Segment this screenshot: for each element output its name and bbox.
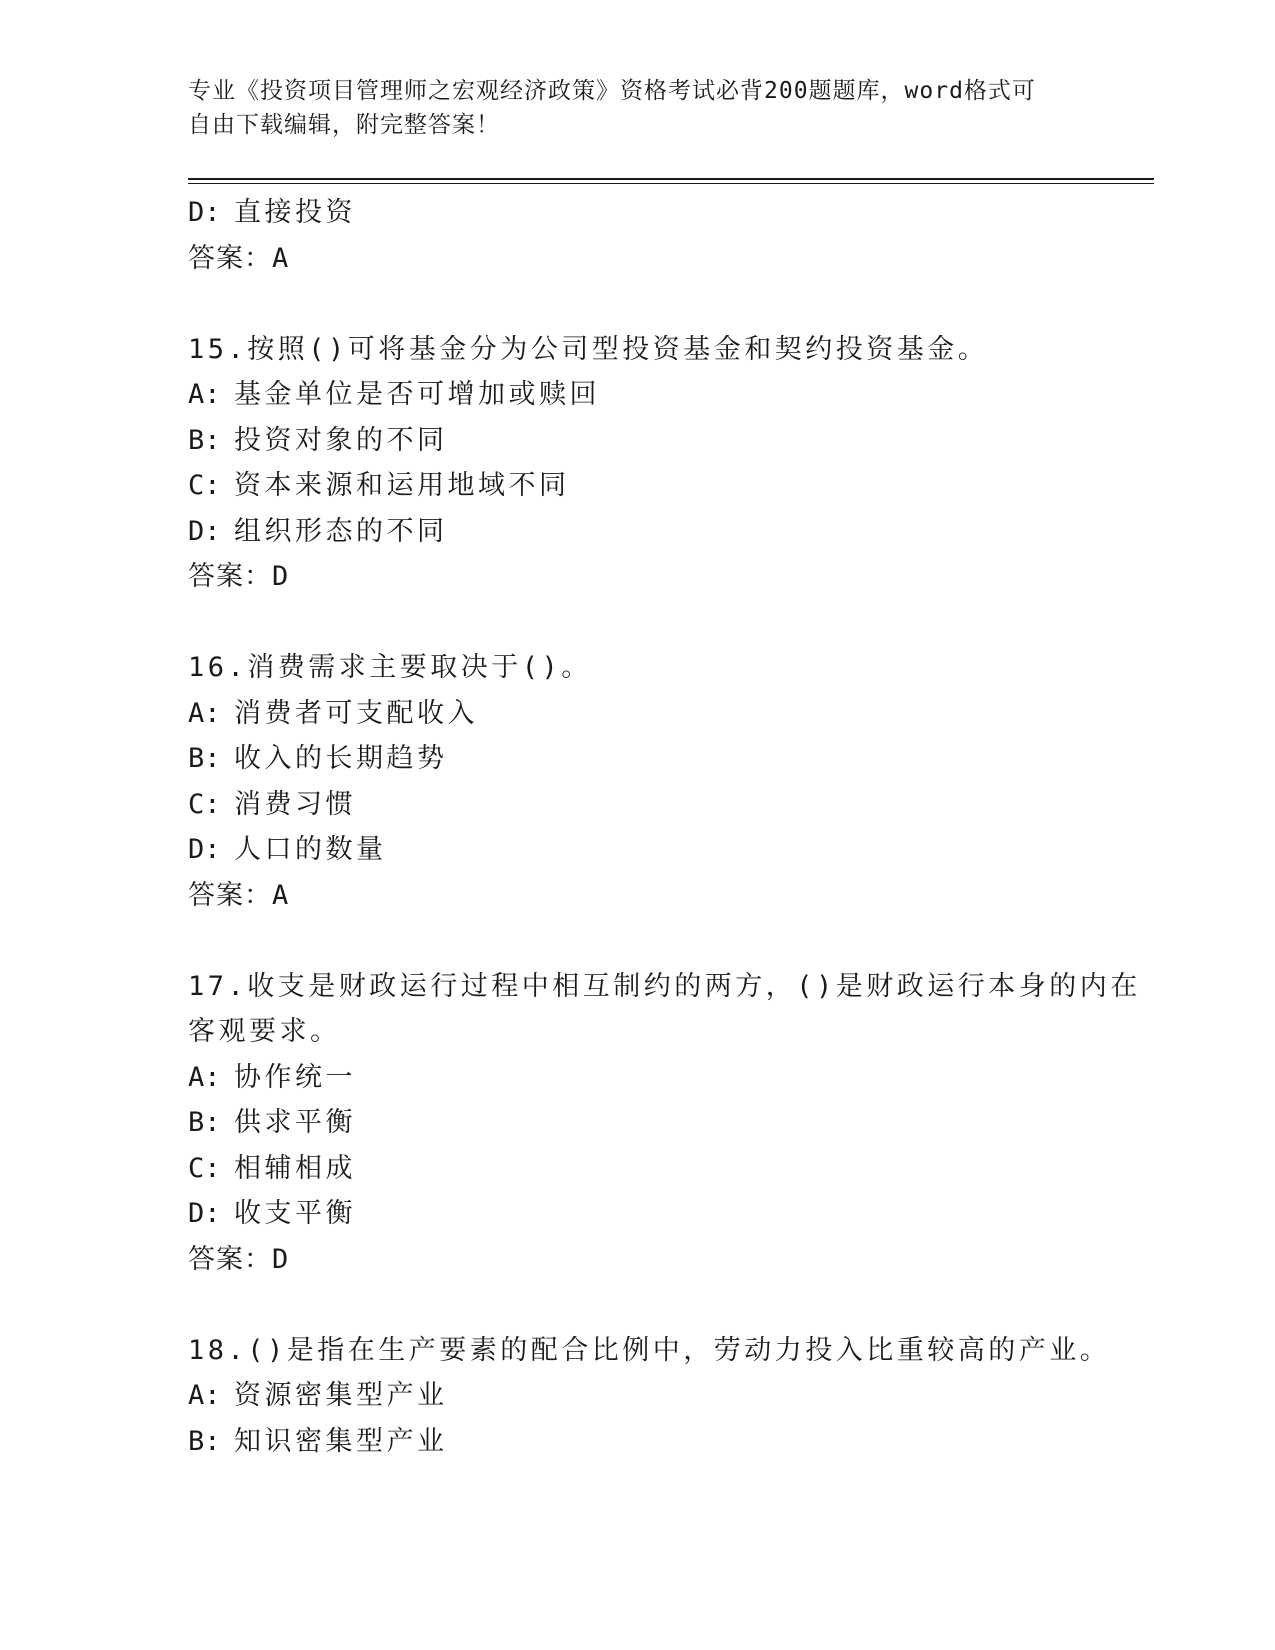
option-a bbox=[188, 372, 1088, 418]
option-label: D: bbox=[188, 834, 221, 865]
answer-label: 答案： bbox=[188, 242, 272, 274]
option-text: 组织形态的不同 bbox=[234, 515, 448, 547]
option-text: 收入的长期趋势 bbox=[234, 743, 448, 774]
header-divider-thin bbox=[188, 183, 1154, 184]
header-line-2: 自由下载编辑，附完整答案！ bbox=[188, 112, 500, 138]
option-text: 直接投资 bbox=[234, 197, 356, 228]
option-text: 消费者可支配收入 bbox=[234, 697, 478, 729]
option-label: B: bbox=[188, 1425, 221, 1457]
answer-label: 答案： bbox=[188, 1243, 272, 1275]
option-c bbox=[188, 782, 1088, 828]
header-divider-thick bbox=[188, 178, 1154, 180]
option-text: 协作统一 bbox=[234, 1061, 356, 1093]
option-text: 基金单位是否可增加或赎回 bbox=[234, 379, 600, 410]
answer-value: D bbox=[272, 561, 290, 592]
question-list bbox=[188, 190, 1141, 1464]
option-b bbox=[188, 1419, 1088, 1465]
answer-value: A bbox=[272, 879, 290, 911]
option-a bbox=[188, 1373, 1088, 1419]
answer-line bbox=[188, 1237, 1088, 1283]
answer-value: D bbox=[272, 1243, 290, 1275]
answer-label: 答案： bbox=[188, 879, 272, 911]
document-header bbox=[188, 74, 1088, 142]
option-d bbox=[188, 190, 1088, 236]
option-label: A: bbox=[188, 1061, 221, 1093]
option-label: C: bbox=[188, 470, 221, 501]
option-text: 资本来源和运用地域不同 bbox=[234, 470, 570, 501]
question-stem-line-1: 17.收支是财政运行过程中相互制约的两方，()是财政运行本身的内在 bbox=[188, 970, 1141, 1002]
option-text: 资源密集型产业 bbox=[234, 1380, 448, 1411]
option-label: A: bbox=[188, 379, 221, 410]
option-text: 人口的数量 bbox=[234, 834, 387, 865]
option-label: D: bbox=[188, 1198, 221, 1229]
answer-label: 答案： bbox=[188, 561, 272, 592]
option-c bbox=[188, 1146, 1088, 1192]
option-label: A: bbox=[188, 697, 221, 729]
option-a bbox=[188, 1055, 1088, 1101]
option-label: D: bbox=[188, 197, 221, 228]
answer-value: A bbox=[272, 242, 290, 274]
option-text: 消费习惯 bbox=[234, 788, 356, 820]
option-text: 投资对象的不同 bbox=[234, 424, 448, 456]
option-label: A: bbox=[188, 1380, 221, 1411]
option-b bbox=[188, 736, 1088, 782]
option-label: B: bbox=[188, 1107, 221, 1138]
question-stem: 18.()是指在生产要素的配合比例中，劳动力投入比重较高的产业。 bbox=[188, 1334, 1111, 1366]
option-label: C: bbox=[188, 1152, 221, 1184]
answer-line bbox=[188, 236, 1088, 282]
option-label: D: bbox=[188, 515, 221, 547]
question-stem-line-2: 客观要求。 bbox=[188, 1016, 341, 1047]
option-a bbox=[188, 691, 1088, 737]
option-b bbox=[188, 1100, 1088, 1146]
header-line-1: 专业《投资项目管理师之宏观经济政策》资格考试必背200题题库，word格式可 bbox=[188, 78, 1036, 104]
answer-line bbox=[188, 873, 1088, 919]
option-text: 供求平衡 bbox=[234, 1107, 356, 1138]
option-b bbox=[188, 418, 1088, 464]
option-text: 知识密集型产业 bbox=[234, 1425, 448, 1457]
question-stem: 15.按照()可将基金分为公司型投资基金和契约投资基金。 bbox=[188, 333, 989, 365]
option-d bbox=[188, 827, 1088, 873]
option-label: B: bbox=[188, 424, 221, 456]
answer-line bbox=[188, 554, 1088, 600]
option-label: B: bbox=[188, 743, 221, 774]
option-text: 收支平衡 bbox=[234, 1198, 356, 1229]
option-label: C: bbox=[188, 788, 221, 820]
option-c bbox=[188, 463, 1088, 509]
question-stem: 16.消费需求主要取决于()。 bbox=[188, 652, 592, 683]
option-text: 相辅相成 bbox=[234, 1152, 356, 1184]
option-d bbox=[188, 1191, 1088, 1237]
option-d bbox=[188, 509, 1088, 555]
